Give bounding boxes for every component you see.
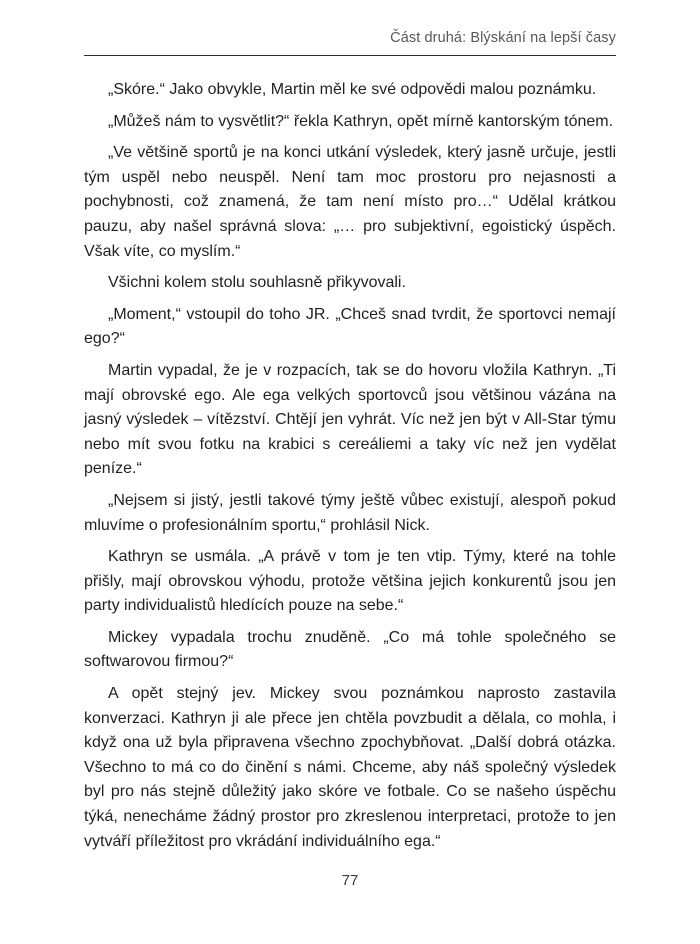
paragraph: A opět stejný jev. Mickey svou poznámkou naprosto zastavila konverzaci. Kathryn ji ale přece jen chtěla povzbudit a dělala, co mohla, i když ona už byla připravena všechno zpochybňovat. „Další dobrá otázka. Všechno to má co do činění s námi. Chceme, aby náš společný výsledek byl pro nás stejně důležitý jako skóre ve fotbale. Co se našeho úspěchu týká, nenecháme žádný prostor pro zkreslenou interpretaci, protože to jen vytváří příležitost pro vkrádání individuálního ega.“: [84, 685, 616, 850]
page-number: 77: [341, 872, 359, 889]
page-body: [84, 78, 616, 854]
paragraph: „Moment,“ vstoupil do toho JR. „Chceš snad tvrdit, že sportovci nemají ego?“: [84, 305, 616, 348]
header-rule: [84, 55, 616, 56]
paragraph: Kathryn se usmála. „A právě v tom je ten vtip. Týmy, které na tohle přišly, mají obrovskou výhodu, protože většina jejich konkurentů jsou jen party individualistů hledících pouze na sebe.“: [84, 548, 616, 615]
paragraph: „Můžeš nám to vysvětlit?“ řekla Kathryn, opět mírně kantorským tónem.: [108, 112, 614, 130]
paragraph: „Skóre.“ Jako obvykle, Martin měl ke své odpovědi malou poznámku.: [108, 81, 597, 98]
running-header: [84, 0, 616, 46]
paragraph: Martin vypadal, že je v rozpacích, tak se do hovoru vložila Kathryn. „Ti mají obrovské ego. Ale ega velkých sportovců jsou většinou vázána na jasný výsledek – vítězství. Chtějí jen vyhrát. Víc než jen být v All-Star týmu nebo mít svou fotku na krabici s cereáliemi a taky víc než jen vydělat peníze.“: [84, 361, 616, 478]
page-content: [84, 0, 616, 854]
paragraph: „Nejsem si jistý, jestli takové týmy ještě vůbec existují, alespoň pokud mluvíme o profesionálním sportu,“ prohlásil Nick.: [84, 491, 616, 534]
paragraph: Mickey vypadala trochu znuděně. „Co má tohle společného se softwarovou firmou?“: [84, 628, 616, 671]
paragraph: Všichni kolem stolu souhlasně přikyvovali.: [108, 274, 406, 292]
chapter-title: Část druhá: Blýskání na lepší časy: [390, 30, 616, 46]
paragraph: „Ve většině sportů je na konci utkání výsledek, který jasně určuje, jestli tým uspěl nebo neuspěl. Není tam moc prostoru pro nejasnosti a pochybnosti, což znamená, že tam není místo pro…“ Udělal krátkou pauzu, aby našel správná slova: „… pro subjektivní, egoistický úspěch. Však víte, co myslím.“: [84, 144, 616, 260]
